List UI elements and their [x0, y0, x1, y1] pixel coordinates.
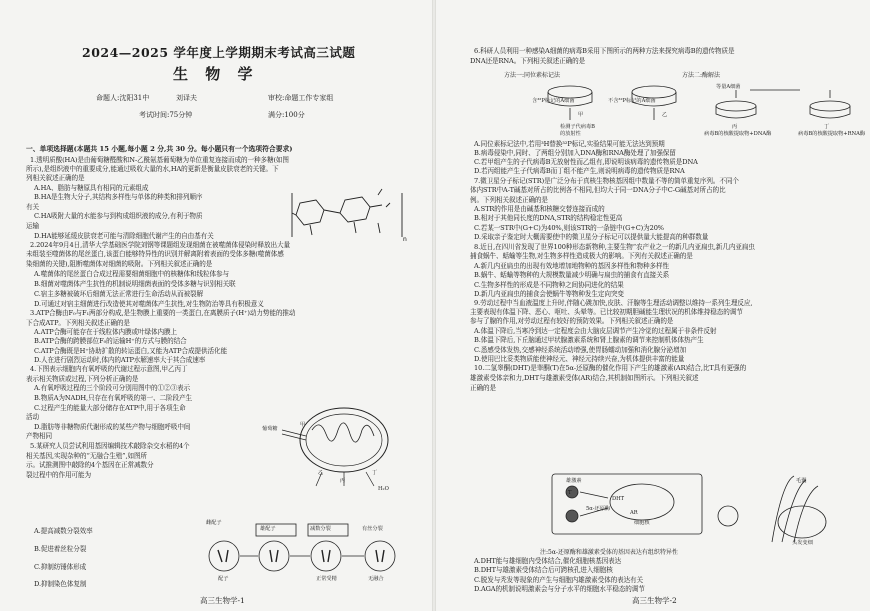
mito-label-ding: 丁 [372, 470, 378, 476]
fig10-label-5: 细胞核 [634, 520, 650, 526]
right-question-line: A.同位素标记法中,若用³H替换³²P标记,实验结果可能无法达到预期 [474, 140, 665, 148]
left-question-line: 活动 [26, 413, 39, 421]
left-question-line: 5.某研究人员尝试利用基因编辑技术敲除杂交水稻的4个 [30, 442, 190, 450]
left-question-line: B.HA是生物大分子,其结构多样性与单体的种类和排列顺序 [34, 193, 203, 201]
exam-title: 2024—2025 学年度上学期期末考试高三试题 [82, 45, 356, 60]
right-question-line: A.体温下降后,当寒冷到达一定程度会由大脑皮层调节产生冷觉的过程属于非条件反射 [474, 327, 717, 335]
meiosis-label-gamete: 配子 [218, 576, 229, 582]
duration: 考试时间:75分钟 [139, 111, 193, 119]
right-question-line: D.采取亲子鉴定时大概需要使中的微卫星分子标记可以提供量大能提高的种群数量 [474, 233, 709, 241]
right-question-line: C.若甲组产生的子代病毒B无放射性而乙组有,即说明该病毒的遗传物质是DNA [474, 158, 698, 166]
left-question-line: 未组装至噬菌体的尾丝蛋白,该蛋白能够特异性的识别并解离附着表面的受体多糖(噬菌体感 [26, 250, 284, 258]
left-question-line: 表示相关物质或过程,下列分析正确的是 [26, 375, 139, 383]
left-question-line: C.宿主多糖被破坏后细菌无法正常进行生命活动从而被裂解 [34, 290, 204, 298]
method-b-part-4: 病毒B的核酸提取物+RNA酶 [798, 131, 866, 137]
left-question-line: 1.透明质酸(HA)是由葡萄糖醛酸和N-乙酰氨基葡萄糖为单位重复连接而成的一种多糖(如图 [30, 156, 289, 164]
author-label: 命题人:沈阳31中 [96, 94, 150, 102]
right-question-line: C.若某一STR中(G+C)为40%,则该STR的一条链中(G+C)为20% [474, 224, 664, 232]
right-question-line: A.STR的作用是由碱基和核糖交替连接而成的 [474, 205, 605, 213]
author-name: 刘译夫 [176, 94, 197, 102]
right-question-line: D.AGA的机制说明激素会与分子水平的细胞水平稳态的调节 [474, 585, 645, 593]
footer-left: 高三生物学-1 [200, 596, 245, 605]
fig10-label-3: 5α-还原酶 [586, 506, 611, 512]
right-question-line: 正确的是 [470, 384, 496, 392]
reviewer: 审校:命题工作专家组 [268, 94, 334, 102]
left-question-line: 染细菌的关键),阻断噬菌体对细菌的吸附。下列相关叙述正确的是 [26, 260, 213, 268]
method-a-part-4: 检测子代病毒B [560, 124, 595, 130]
mito-label-yi: 乙 [318, 470, 324, 476]
fig10-label-1: T [568, 490, 572, 496]
left-question-line: D.抑制染色体复制 [34, 580, 87, 588]
right-question-line: D.若丙组能产生子代病毒B而丁组不能产生,则说明病毒的遗传物质是RNA [474, 167, 685, 175]
method-a-title: 方法一:同位素标记法 [504, 72, 561, 79]
left-question-line: B.ATP合酶的跨膜部位F₀的运输H⁺的方式与膜的结合 [34, 337, 187, 345]
right-question-line: 体内STR中A-T碱基对所占的比例各不相同,但均大于同一DNA分子中C-G碱基对所占的比 [470, 186, 726, 194]
left-question-line: B.促进着丝粒分裂 [34, 545, 87, 553]
page-right [436, 0, 870, 611]
right-question-line: 雄激素受体亲和力,DHT与雄激素受体(AR)结合,其机制如图所示。下列相关叙述 [470, 374, 699, 382]
fig10-label-7: 头发变细 [792, 540, 813, 546]
svg-text:n: n [403, 236, 407, 243]
meiosis-label-male: 雄配子 [260, 526, 276, 532]
footer-right: 高三生物学-2 [632, 596, 677, 605]
right-question-line: 主要表现有体温下降、恶心、呕吐、头晕等。已比较初期胆碱能生理状况的机体维持稳态的调节 [470, 308, 743, 316]
meiosis-label-female: 雌配子 [206, 520, 222, 526]
left-question-line: B.细菌对噬菌体产生抗性的机制说明细菌表面的受体多糖与识别相关联 [34, 280, 236, 288]
meiosis-label-division: 减数分裂 [310, 526, 331, 532]
page-left [0, 0, 432, 611]
left-question-line: 示。试推测图中敲除的4个基因在正常减数分 [26, 461, 154, 469]
method-a-part-1: 甲 [578, 112, 584, 118]
mito-label-glucose: 葡萄糖 [262, 426, 278, 432]
right-question-line: 10.二氢睾酮(DHT)是睾酮(T)在5α-还原酶的催化作用下产生的雄激素(AR)结合,比T具有更强的 [474, 364, 747, 372]
method-b-part-3: 病毒B的核酸提取物+DNA酶 [704, 131, 772, 137]
left-question-line: A.提高减数分裂效率 [34, 527, 93, 535]
right-question-line: A.新几内亚扁虫的出现有效地增加地物种的基因多样性和物种多样性 [474, 262, 669, 270]
left-question-line: C.抑制纺锤体形成 [34, 563, 87, 571]
method-b-part-0: 等量A细菌 [716, 84, 741, 90]
left-question-line: C.过程产生的能量大部分储存在ATP中,用于各项生命 [34, 404, 186, 412]
left-question-line: A.噬菌体的尾丝蛋白合成过程需要细菌细胞中的核糖体和线粒体参与 [34, 270, 229, 278]
left-question-line: D.人在进行剧烈运动时,体内的ATP水解速率大于其合成速率 [34, 356, 206, 364]
right-question-line: A.DHT能与雄细胞内受体结合,催化细胞核基因表达 [474, 557, 622, 565]
left-question-line: B.物质A为NADH,只存在有氧呼吸的第一、二阶段产生 [34, 394, 192, 402]
left-question-line: 4.下图表示细胞内有氧呼吸的代谢过程示意图,甲乙丙丁 [30, 365, 188, 373]
left-question-line: 产物相同 [26, 432, 52, 440]
left-question-line: A.ATP合酶可能存在于线粒体内膜或叶绿体内膜上 [34, 328, 177, 336]
right-question-line: 9.劳动过程中当血液温度上升时,伴随心跳加快,皮肤、汗腺等生理活动调整以维持一系列生理反应, [474, 299, 753, 307]
right-question-line: B.病毒侵染中,同时、了两组分别加入DNA酶和RNA酶处理了加强保留 [474, 149, 676, 157]
left-question-line: 列相关叙述正确的是 [26, 174, 85, 182]
meiosis-label-fert: 正常受精 [316, 576, 337, 582]
meiosis-label-apomixis: 无融合 [368, 576, 384, 582]
left-question-line: 运输 [26, 222, 39, 230]
right-question-line: B.相对于其他同长度的DNA,STR的结构稳定性更高 [474, 214, 623, 222]
right-question-line: DNA还是RNA。下列相关叙述正确的是 [470, 57, 586, 65]
subject-title: 生 物 学 [173, 65, 259, 83]
right-question-line: 参与了腺的作用,对劳动过程有较好的预防效果。下列相关叙述正确的是 [470, 317, 674, 325]
left-question-line: D.可通过对宿主细菌进行改造使其对噬菌体产生抗性,对生物防治等具有积极意义 [34, 300, 264, 308]
left-question-line: 2.2024年9月4日,清华大学基础医学院刘钢等课题组发现细菌在被噬菌体侵染时释放出大量 [30, 241, 290, 249]
right-question-line: C.脱发与秃发等现象的产生与细胞内雄激素受体的表达有关 [474, 576, 644, 584]
left-question-line: C.HA吸附大量的水能参与到构成组织液的成分,有利于物质 [34, 212, 203, 220]
mitochondria-figure [262, 400, 397, 490]
right-question-line: B.蜗牛、蛞蝓等物种的大规模数量减少明确与扁虫的捕食有直接关系 [474, 271, 670, 279]
method-a-part-2: 乙 [662, 112, 668, 118]
method-b-part-1: 丙 [732, 124, 738, 130]
right-question-line: B.DHT与雄激素受体结合后可跨核孔进入细胞核 [474, 566, 613, 574]
fig10-label-0: 雄激素 [566, 478, 582, 484]
left-question-line: C.ATP合酶既是H⁺协助扩散的转运蛋白,又能为ATP合成提供活化能 [34, 347, 227, 355]
left-question-line: 相关基因,实现杂种的“无融合生殖”,如图所 [26, 452, 147, 460]
left-question-line: 裂过程中的作用可能为 [26, 471, 91, 479]
right-question-line: D.新几内亚扁虫的捕食会使蜗牛等物种发生定向突变 [474, 290, 624, 298]
left-question-line: A.HA、脂肪与糖原具有相同的元素组成 [34, 184, 149, 192]
mito-label-bing: 丙 [340, 478, 346, 484]
mito-label-water: H₂O [378, 486, 389, 492]
meiosis-label-mitosis: 有丝分裂 [362, 526, 383, 532]
left-question-line: D.脂肪等非糖物质代谢形成的某些产物与细胞呼吸中间 [34, 423, 191, 431]
method-a-part-0: 含³²P标记的A细菌 [532, 98, 575, 104]
right-question-line: C.悉感受体发热,交感神经系统活动增强,使胃肠蠕动加强和消化腺分泌增加 [474, 346, 687, 354]
left-question-line: A.有氧呼吸过程的三个阶段可分别用图中的①②③表示 [34, 384, 191, 392]
method-a-part-5: 的放射性 [560, 131, 581, 137]
method-b-title: 方法二:酶解法 [682, 72, 721, 79]
fig10-label-2: DHT [612, 496, 625, 502]
right-question-line: C.生物多样性的形成是不同物种之间协同进化的结果 [474, 281, 624, 289]
fig10-label-4: AR [630, 510, 638, 516]
right-question-line: 捕食蜗牛、蛞蝓等生物,对生物多样性造成极大的影响。下列有关叙述正确的是 [470, 252, 693, 260]
left-question-line: 下合成ATP。下列相关叙述正确的是 [26, 319, 130, 327]
left-question-line: 有关 [26, 203, 39, 211]
left-question-line: 3.ATP合酶由F₀与F₁两部分构成,是生物膜上重要的一类蛋白,在离膜质子(H⁺)动力势能的推动 [30, 309, 296, 317]
right-question-line: D.使用巴比妥类物质能使神经元、神经元持续兴奋,为机体提供丰富的能量 [474, 355, 685, 363]
right-question-line: 例。下列相关叙述正确的是 [470, 196, 548, 204]
left-question-line: 所示),是组织液中的重要成分,能通过吸收大量的水,HA的更新是衡量皮肤衰老的关键。下 [26, 165, 279, 173]
method-b-part-2: 丁 [824, 124, 830, 130]
method-a-part-3: 不含³²P标记的A细菌 [608, 98, 656, 104]
ha-structure-figure [290, 185, 410, 245]
mito-label-jia: 甲 [300, 422, 306, 428]
right-question-line: 7.微卫星分子标记(STR)是广泛分布于真核生物核基因组中数量不等的简单重复序列。不同个 [474, 177, 739, 185]
right-question-line: 6.科研人员利用一种感染A细菌的病毒B采用下图所示的两种方法来探究病毒B的遗传物质是 [474, 47, 735, 55]
fig10-caption: 注:5α-还原酶和雄激素受体的基因表达有组织特异性 [540, 549, 678, 556]
fig10-label-6: 毛囊 [796, 478, 807, 484]
score: 满分:100分 [268, 111, 305, 119]
right-question-line: B.体温下降后,下丘脑通过甲状腺激素系统和肾上腺素的调节来控制机体体热产生 [474, 336, 704, 344]
left-question-line: D.HA能够延缓皮肤衰老可能与清除细胞代谢产生的自由基有关 [34, 232, 214, 240]
right-question-line: 8.近日,在四川省发现了世界100种形态新物种,主要生物“农产业之一的新几内亚扁虫,新几内亚扁虫 [474, 243, 755, 251]
section-title: 一、单项选择题(本题共 15 小题,每小题 2 分,共 30 分。每小题只有一个选项符合要求) [26, 145, 293, 153]
